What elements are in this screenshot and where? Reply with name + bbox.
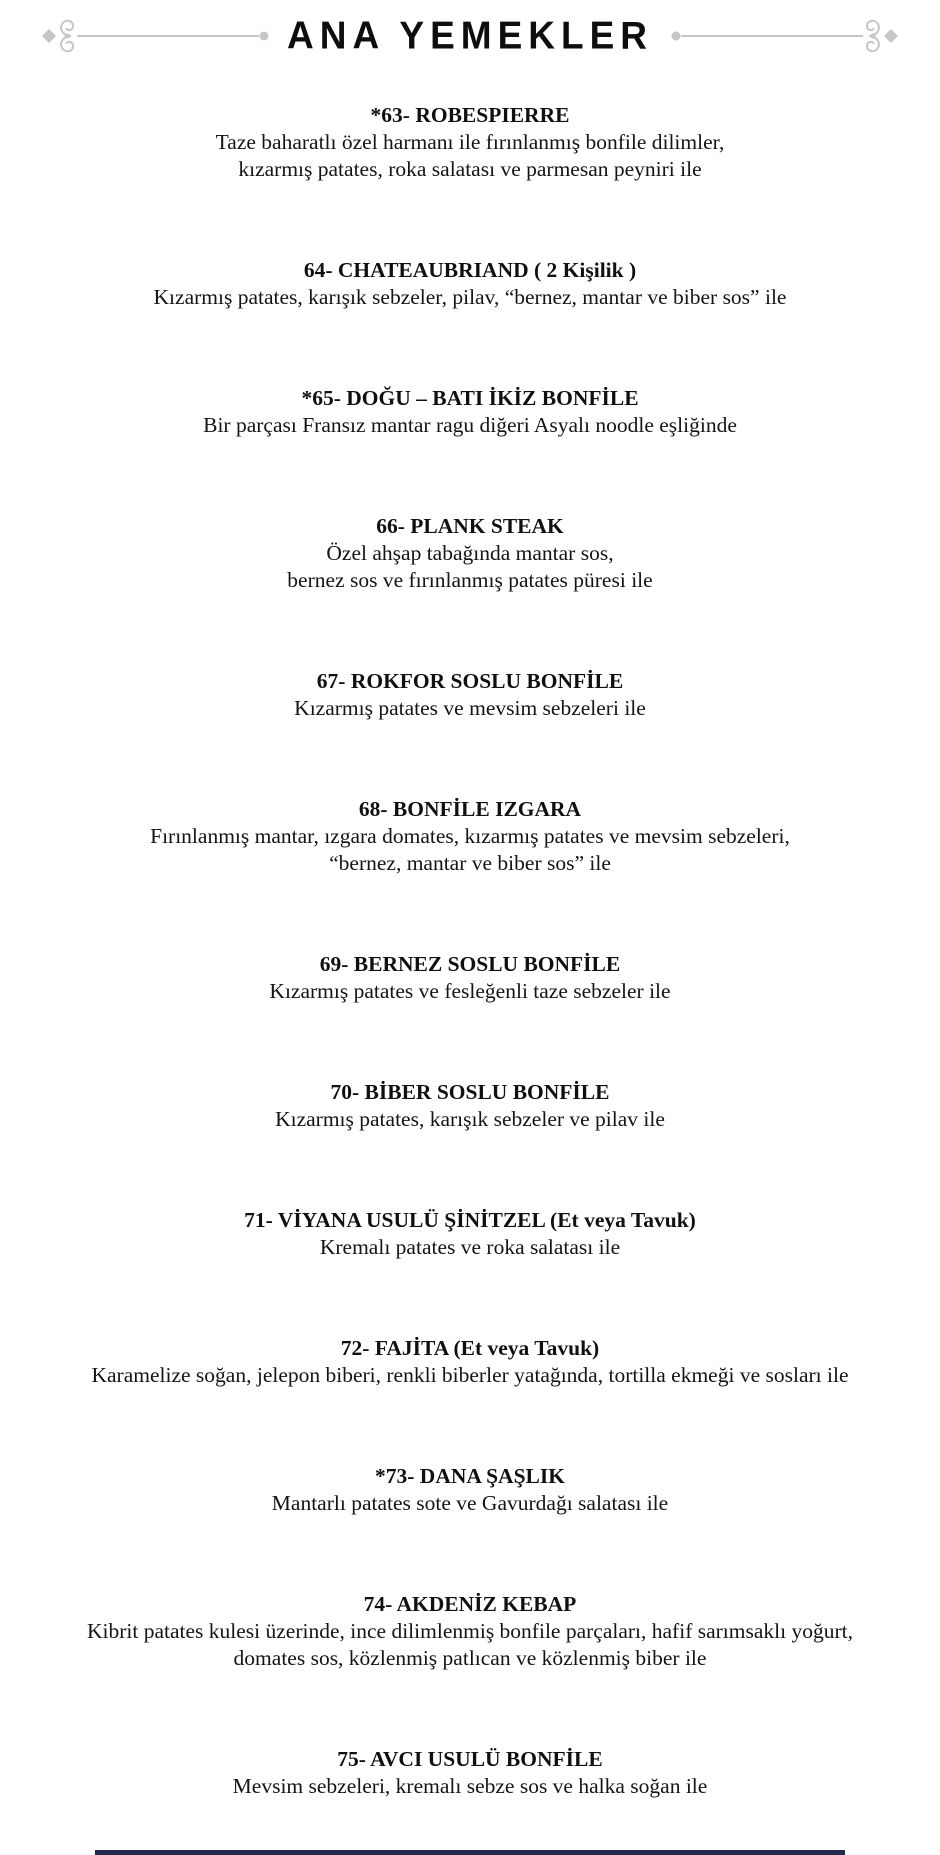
menu-item-title: 66- PLANK STEAK xyxy=(376,514,564,538)
flourish-right-icon xyxy=(665,14,903,58)
menu-item-desc xyxy=(0,823,940,877)
menu-item-desc xyxy=(0,1773,940,1800)
menu-item-title: *73- DANA ŞAŞLIK xyxy=(375,1464,565,1488)
menu-item-description-line: Bir parçası Fransız mantar ragu diğeri Asyalı noodle eşliğinde xyxy=(203,413,737,437)
menu-item-description-line: bernez sos ve fırınlanmış patates püresi ile xyxy=(287,568,653,592)
menu-item-desc xyxy=(0,978,940,1005)
menu-item-description-line: Kibrit patates kulesi üzerinde, ince dilimlenmiş bonfile parçaları, hafif sarımsaklı yoğurt, xyxy=(86,1619,853,1643)
menu-item-description-line: Kızarmış patates ve fesleğenli taze sebzeler ile xyxy=(269,979,671,1003)
page-title: ANA YEMEKLER xyxy=(287,13,653,57)
menu-list xyxy=(0,62,940,1800)
menu-item-desc xyxy=(0,284,940,311)
menu-item-description-line: “bernez, mantar ve biber sos” ile xyxy=(329,851,611,875)
menu-item xyxy=(0,1207,940,1261)
menu-item-description-line: kızarmış patates, roka salatası ve parmesan peyniri ile xyxy=(238,157,702,181)
menu-item-desc xyxy=(0,412,940,439)
menu-item-description-line: Kızarmış patates ve mevsim sebzeleri ile xyxy=(294,696,646,720)
menu-item-title: *65- DOĞU – BATI İKİZ BONFİLE xyxy=(301,386,639,410)
menu-item-title: 70- BİBER SOSLU BONFİLE xyxy=(330,1080,610,1104)
menu-item-desc xyxy=(0,1618,940,1672)
menu-item-desc xyxy=(0,540,940,594)
menu-item-title: 74- AKDENİZ KEBAP xyxy=(363,1592,577,1616)
menu-item-description-line: Kızarmış patates, karışık sebzeler, pilav, “bernez, mantar ve biber sos” ile xyxy=(153,285,787,309)
menu-item xyxy=(0,1079,940,1133)
menu-item xyxy=(0,1463,940,1517)
menu-item-desc xyxy=(0,1234,940,1261)
menu-item-title: 71- VİYANA USULÜ ŞİNİTZEL (Et veya Tavuk) xyxy=(244,1208,696,1232)
menu-item-desc xyxy=(0,129,940,183)
menu-item-description-line: Kızarmış patates, karışık sebzeler ve pilav ile xyxy=(275,1107,665,1131)
menu-item-description-line: Karamelize soğan, jelepon biberi, renkli biberler yatağında, tortilla ekmeği ve sosları ile xyxy=(91,1363,849,1387)
menu-item xyxy=(0,1591,940,1672)
menu-item xyxy=(0,796,940,877)
menu-item xyxy=(0,257,940,311)
menu-item-title: 68- BONFİLE IZGARA xyxy=(358,797,582,821)
menu-item-description-line: domates sos, közlenmiş patlıcan ve közlenmiş biber ile xyxy=(233,1646,707,1670)
menu-item xyxy=(0,1746,940,1800)
menu-item-title: 64- CHATEAUBRIAND ( 2 Kişilik ) xyxy=(303,258,637,282)
menu-item-description-line: Özel ahşap tabağında mantar sos, xyxy=(326,541,614,565)
menu-item-description-line: Mantarlı patates sote ve Gavurdağı salatası ile xyxy=(271,1491,669,1515)
menu-item xyxy=(0,668,940,722)
menu-item-desc xyxy=(0,1490,940,1517)
menu-item-description-line: Fırınlanmış mantar, ızgara domates, kızarmış patates ve mevsim sebzeleri, xyxy=(150,824,790,848)
menu-item-desc xyxy=(0,695,940,722)
menu-item xyxy=(0,513,940,594)
menu-item-description-line: Taze baharatlı özel harmanı ile fırınlanmış bonfile dilimler, xyxy=(215,130,725,154)
menu-item xyxy=(0,385,940,439)
menu-item-title: *63- ROBESPIERRE xyxy=(370,103,570,127)
menu-item-description-line: Kremalı patates ve roka salatası ile xyxy=(319,1235,621,1259)
menu-item-description-line: Mevsim sebzeleri, kremalı sebze sos ve halka soğan ile xyxy=(232,1774,708,1798)
menu-item-title: 75- AVCI USULÜ BONFİLE xyxy=(337,1747,603,1771)
menu-item-desc xyxy=(0,1106,940,1133)
menu-item xyxy=(0,102,940,183)
flourish-left-icon xyxy=(37,14,275,58)
menu-item-desc xyxy=(0,1362,940,1389)
menu-item xyxy=(0,951,940,1005)
footer-divider xyxy=(95,1850,845,1855)
menu-item xyxy=(0,1335,940,1389)
page-header xyxy=(0,0,940,62)
menu-item-title: 72- FAJİTA (Et veya Tavuk) xyxy=(340,1336,600,1360)
menu-item-title: 69- BERNEZ SOSLU BONFİLE xyxy=(319,952,621,976)
menu-item-title: 67- ROKFOR SOSLU BONFİLE xyxy=(316,669,624,693)
